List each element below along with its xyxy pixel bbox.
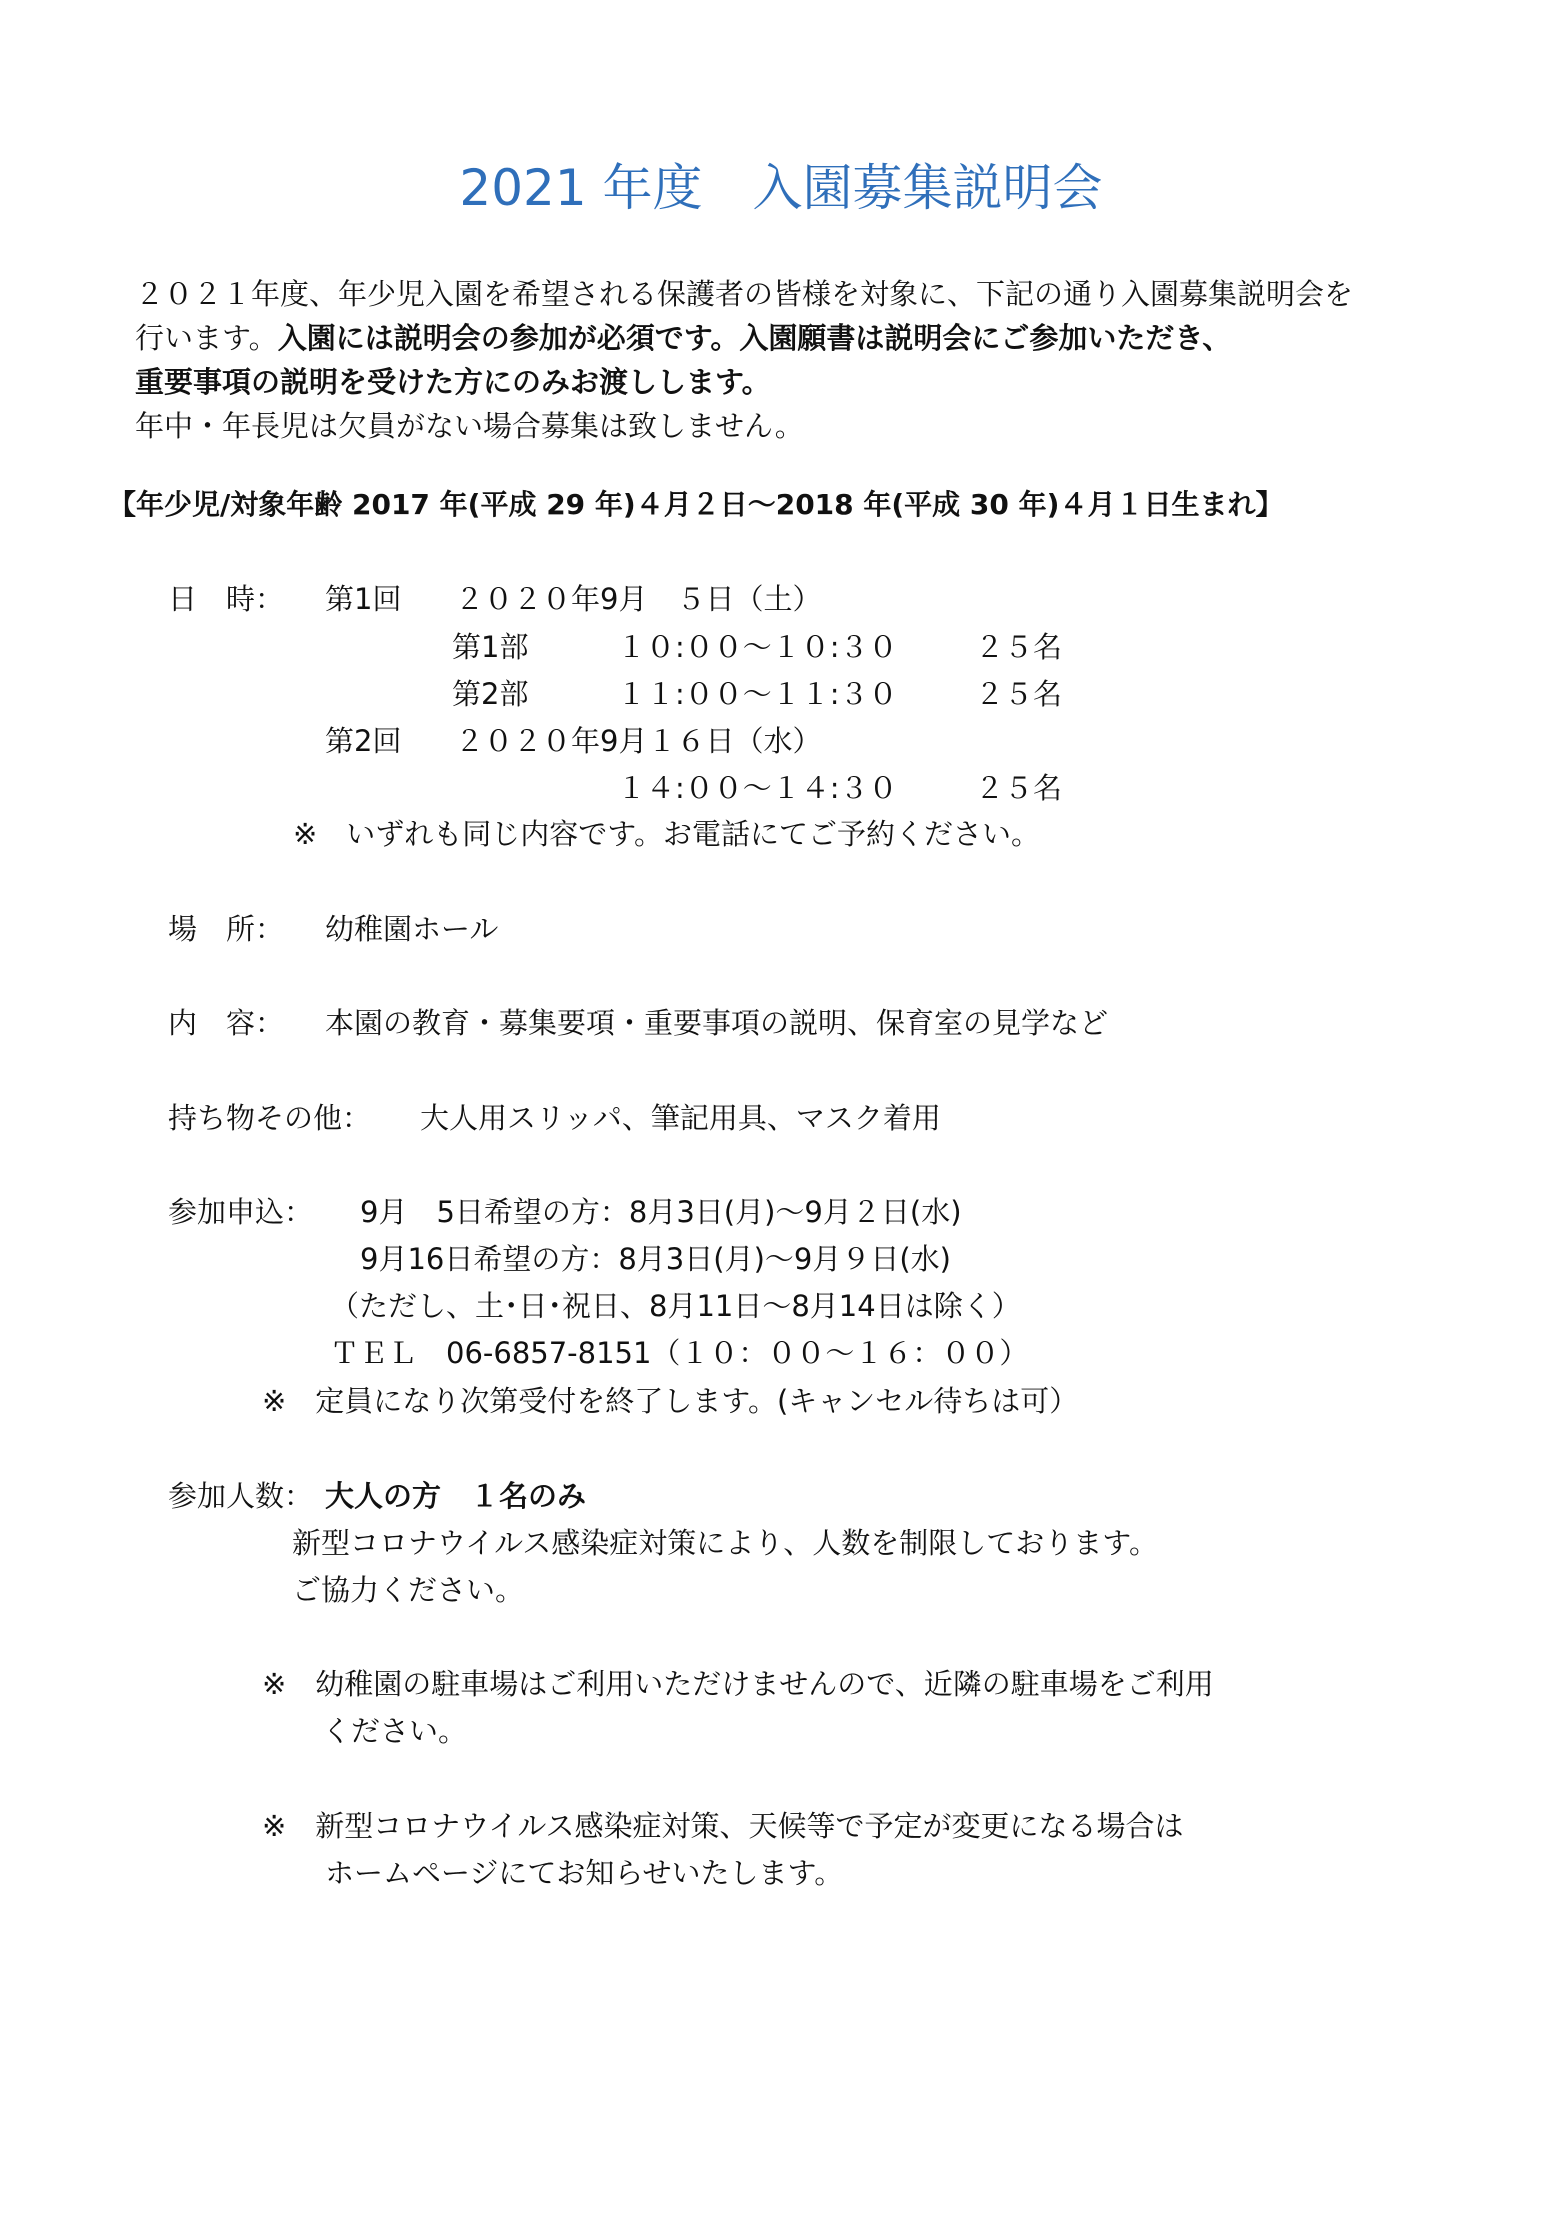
venue-label: 場 所： <box>168 912 285 946</box>
application-label: 参加申込： <box>168 1195 314 1229</box>
part-1-label: 第1部 <box>452 630 529 664</box>
content-label: 内 容： <box>168 1006 285 1040</box>
intro-line-2 <box>135 322 1231 355</box>
session-2-label: 第2回 <box>325 724 402 758</box>
schedule-label: 日 時： <box>168 582 285 616</box>
application-line-2: 9月16日希望の方：8月3日(月)～9月９日(水) <box>360 1242 951 1276</box>
schedule-note: ※ いずれも同じ内容です。お電話にてご予約ください。 <box>293 817 1040 851</box>
application-line-1: 9月 5日希望の方：8月3日(月)～9月２日(水) <box>360 1195 962 1229</box>
change-note-line-2: ホームページにてお知らせいたします。 <box>325 1856 844 1890</box>
intro-line-2-normal: 行います。 <box>135 321 278 355</box>
intro-line-4: 年中・年長児は欠員がない場合募集は致しません。 <box>135 409 804 443</box>
intro-line-1: ２０２１年度、年少児入園を希望される保護者の皆様を対象に、下記の通り入園募集説明会を <box>135 277 1354 311</box>
session-2-capacity: ２５名 <box>975 771 1063 805</box>
application-line-3: （ただし、土･日･祝日、8月11日～8月14日は除く） <box>330 1289 1021 1323</box>
application-tel: ＴＥＬ 06-6857-8151（１０：００～１６：００） <box>330 1336 1029 1370</box>
page-title: 2021 年度 入園募集説明会 <box>459 159 1103 217</box>
attendees-line-1: 新型コロナウイルス感染症対策により、人数を制限しております。 <box>292 1526 1158 1560</box>
intro-line-3: 重要事項の説明を受けた方にのみお渡しします。 <box>135 365 771 399</box>
belongings-value: 大人用スリッパ、筆記用具、マスク着用 <box>420 1101 941 1135</box>
change-note-line-1: ※ 新型コロナウイルス感染症対策、天候等で予定が変更になる場合は <box>262 1809 1184 1843</box>
venue-value: 幼稚園ホール <box>325 912 499 946</box>
attendees-label: 参加人数： <box>168 1479 314 1513</box>
part-2-capacity: ２５名 <box>975 677 1063 711</box>
part-2-label: 第2部 <box>452 677 529 711</box>
belongings-label: 持ち物その他： <box>168 1101 372 1135</box>
session-1-date: ２０２０年9月 ５日（土） <box>455 582 822 616</box>
intro-line-2-bold: 入園には説明会の参加が必須です。入園願書は説明会にご参加いただき、 <box>277 321 1232 355</box>
target-age: 【年少児/対象年齢 2017 年(平成 29 年)４月２日～2018 年(平成 30 年)４月１日生まれ】 <box>108 488 1284 521</box>
session-2-time: １４:００～１４:３０ <box>617 771 898 805</box>
attendees-value: 大人の方 １名のみ <box>325 1479 587 1513</box>
part-1-capacity: ２５名 <box>975 630 1063 664</box>
attendees-line-2: ご協力ください。 <box>292 1573 525 1607</box>
part-1-time: １０:００～１０:３０ <box>617 630 898 664</box>
session-1-label: 第1回 <box>325 582 402 616</box>
application-note: ※ 定員になり次第受付を終了します。(キャンセル待ちは可） <box>262 1384 1079 1418</box>
session-2-date: ２０２０年9月１６日（水） <box>455 724 822 758</box>
parking-note-line-1: ※ 幼稚園の駐車場はご利用いただけませんので、近隣の駐車場をご利用 <box>262 1667 1214 1701</box>
part-2-time: １１:００～１１:３０ <box>617 677 898 711</box>
parking-note-line-2: ください。 <box>322 1714 468 1748</box>
content-value: 本園の教育・募集要項・重要事項の説明、保育室の見学など <box>325 1006 1109 1040</box>
